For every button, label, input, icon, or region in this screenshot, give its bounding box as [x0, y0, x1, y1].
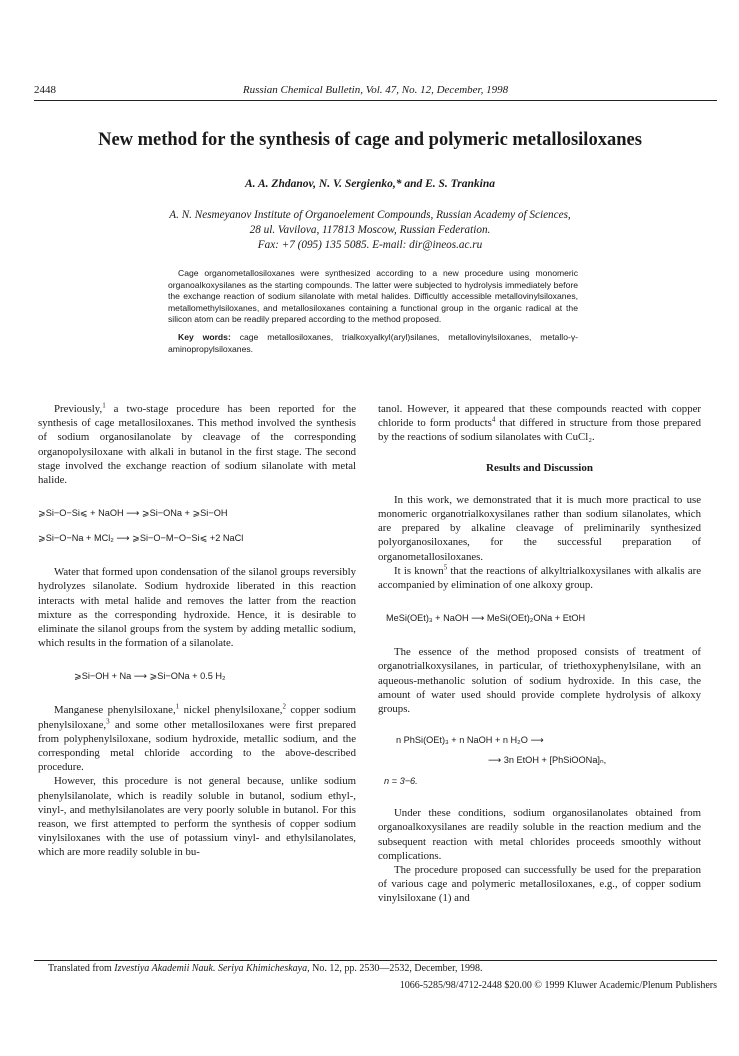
abstract — [168, 268, 578, 355]
paragraph: Manganese phenylsiloxane,$^1$ nickel phenylsiloxane,$^2$ copper sodium phenylsiloxane,$^3$ and some other metallosiloxanes were first prepared from polyphenylsiloxane, sodium hydroxide, metallic sodium, and the corresponding metal chloride according to the above-described procedure. — [38, 702, 356, 774]
equation: n PhSi(OEt)₃ + n NaOH + n H₂O ⟶ — [396, 735, 544, 746]
paragraph: The essence of the method proposed consists of treatment of organotrialkoxysilanes, in particular, of triethoxyphenylsilane, with an aqueous-methanolic solution of sodium hydroxide. In this case, the amount of water used should provide complete hydrolysis of alkoxy groups. — [378, 646, 701, 716]
keywords — [168, 332, 578, 355]
article-title: New method for the synthesis of cage and polymeric metallosiloxanes — [98, 130, 642, 150]
paragraph: It is known$^5$ that the reactions of alkyltrialkoxysilanes with alkalis are accompanied by elimination of one alkoxy group. — [378, 563, 702, 592]
keywords-text: cage metallosiloxanes, trialkoxyalkyl(aryl)silanes, metallovinylsiloxanes, metallo-γ-aminopropylsiloxanes. — [168, 331, 578, 354]
paragraph: Previously,$^1$ a two-stage procedure has been reported for the synthesis of cage metallosiloxanes. This method involved the synthesis of sodium organosilanolate by cleavage of the corresponding organopolysiloxane with alkali in butanol in the first stage. The second stage involved the exchange reaction of sodium silanolate with metal halide. — [38, 401, 356, 487]
equation: ⩾Si−O−Si⩽ + NaOH ⟶ ⩾Si−ONa + ⩾Si−OH — [38, 508, 228, 519]
paragraph: Under these conditions, sodium organosilanolates obtained from organoalkoxysilanes are readily soluble in the reaction medium and the subsequent reaction with metal chlorides proceeds smoothly without complications. — [378, 807, 701, 862]
publisher-line: 1066-5285/98/4712-2448 $20.00 © 1999 Kluwer Academic/Plenum Publishers — [399, 980, 717, 991]
reaction-scheme — [378, 606, 701, 631]
left-column — [38, 402, 356, 860]
paragraph: In this work, we demonstrated that it is much more practical to use monomeric organotrialkoxysilanes rather than sodium silanolates, which are prepared by alkaline cleavage of preliminarily synthesized polyorganosiloxanes, for the successful preparation of organometallosiloxanes. — [378, 493, 701, 563]
paragraph: The procedure proposed can successfully be used for the preparation of various cage and polymeric metallosiloxanes, e.g., of copper sodium vinylsiloxane (1) and — [378, 864, 701, 905]
reaction-scheme — [378, 730, 701, 792]
reaction-scheme — [38, 501, 356, 551]
equation: ⩾Si−O−Na + MCl₂ ⟶ ⩾Si−O−M−O−Si⩽ +2 NaCl — [38, 533, 244, 544]
section-heading: Results and Discussion — [486, 461, 593, 474]
equation: MeSi(OEt)₃ + NaOH ⟶ MeSi(OEt)₂ONa + EtOH — [386, 613, 586, 624]
paragraph: Water that formed upon condensation of the silanol groups reversibly hydrolyzes silanolate. Sodium hydroxide liberated in this reaction interacts with metal halide and removes the latter from the reaction mixture as the corresponding hydroxide. Hence, it is desirable to eliminate the silanol groups from the system by adding metallic sodium, which results in the formation of a silanolate. — [38, 566, 356, 650]
affiliation-line: A. N. Nesmeyanov Institute of Organoelement Compounds, Russian Academy of Sciences, — [169, 209, 571, 221]
equation-note: n = 3−6. — [384, 776, 418, 787]
reaction-scheme — [38, 664, 356, 689]
right-column — [378, 402, 701, 906]
affiliation-line: 28 ul. Vavilova, 117813 Moscow, Russian Federation. — [249, 224, 491, 236]
journal-citation: Russian Chemical Bulletin, Vol. 47, No. 12, December, 1998 — [242, 84, 509, 96]
affiliation-contact: Fax: +7 (095) 135 5085. E-mail: dir@ineos.ac.ru — [257, 239, 483, 251]
paragraph: tanol. However, it appeared that these compounds reacted with copper chloride to form products$^4$ that differed in structure from those prepared by the reactions of sodium silanolates with CuCl₂. — [378, 403, 701, 444]
footer-rule — [34, 960, 717, 961]
keywords-label: Key words: — [178, 331, 231, 342]
translation-note: Translated from Izvestiya Akademii Nauk. Seriya Khimicheskaya, No. 12, pp. 2530—2532, December, 1998. — [48, 963, 483, 974]
paragraph: However, this procedure is not general because, unlike sodium phenylsilanolate, which is readily soluble in butanol, sodium ethyl-, vinyl-, and methylsilanolates are very poorly soluble in butanol. For this reason, we first attempted to perform the synthesis of copper sodium vinylsiloxanes with the use of potassium vinyl- and ethylsilanolates, which are more readily soluble in bu- — [38, 775, 356, 859]
author-list: A. A. Zhdanov, N. V. Sergienko,* and E. S. Trankina — [245, 178, 495, 190]
page-number: 2448 — [34, 84, 56, 96]
equation: ⩾Si−OH + Na ⟶ ⩾Si−ONa + 0.5 H₂ — [74, 671, 226, 682]
equation: ⟶ 3n EtOH + [PhSiOONa]ₙ, — [488, 755, 607, 766]
affiliation — [60, 208, 680, 253]
running-header — [34, 82, 717, 101]
abstract-text: Cage organometallosiloxanes were synthesized according to a new procedure using monomeric organoalkoxysilanes as the starting compounds. The latter were subjected to hydrolysis immediately before the exchange reaction of sodium silanolate with metal halides. Difficultly accessible metallovinylsiloxanes, metallomethylsiloxanes, and metallosiloxanes containing a functional group in the organic radical at the silicon atom can be readily prepared according to the method proposed. — [168, 268, 578, 325]
